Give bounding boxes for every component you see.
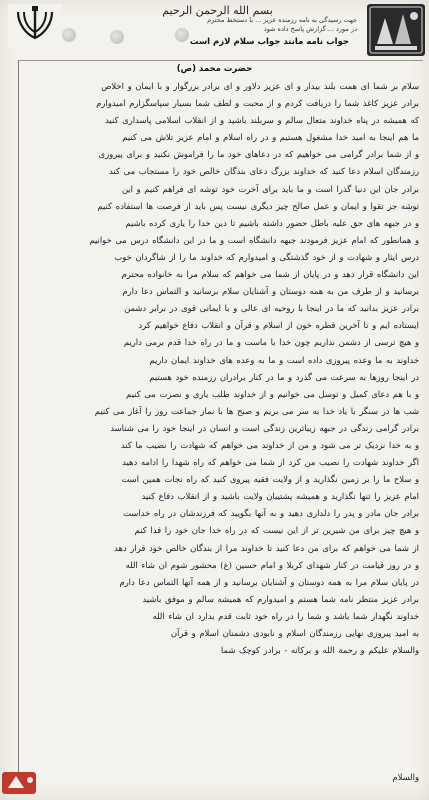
handwritten-line: برادر عزیز منتظر نامه شما هستم و امیدوارم که همیشه سالم و موفق باشید: [142, 593, 419, 604]
handwritten-line: و با هم دعای کمیل و توسل می خوانیم و از خداوند طلب یاری و نصرت می کنیم: [126, 388, 419, 399]
handwritten-line: در اینجا روزها به سرعت می گذرد و ما در کنار برادران رزمنده خود هستیم: [149, 371, 419, 382]
closing-line: والسلام: [392, 772, 419, 782]
handwritten-line: و هیچ ترسی از دشمن نداریم چون خدا با ماست و ما در راه خدا قدم برمی داریم: [123, 337, 419, 348]
handwritten-line: برادر جان مادر و پدر را دلداری دهید و به آنها بگویید که فرزندشان در راه خداست: [123, 508, 419, 519]
handwritten-line: توشه جز تقوا و ایمان و عمل صالح چیز دیگری نیست پس باید از فرصت ها استفاده کنیم: [97, 200, 419, 211]
header-annotation-line: در مورد ... گزارش پاسخ داده شود: [263, 25, 357, 33]
handwritten-line: که همیشه در پناه خداوند متعال سالم و سربلند باشید و از انقلاب اسلامی پاسداری کنید: [105, 115, 419, 126]
handwritten-line: امام عزیز را تنها نگذارید و همیشه پشتیبان ولایت باشید و از انقلاب دفاع کنید: [141, 491, 419, 502]
handwritten-line: خداوند به ما وعده پیروزی داده است و ما به وعده های خداوند ایمان داریم: [149, 354, 419, 365]
publisher-watermark-logo: [2, 768, 52, 798]
handwritten-line: والسلام علیکم و رحمة الله و برکاته - برادر کوچک شما: [220, 645, 419, 656]
handwritten-line: و در روز قیامت در کنار شهدای کربلا و امام حسین (ع) محشور شوم ان شاء الله: [125, 559, 419, 570]
handwritten-line: برسانید و از طرف من به همه دوستان و آشنایان سلام برسانید و التماس دعا دارم: [122, 286, 419, 297]
handwritten-line: ما هم اینجا به امید خدا مشغول هستیم و در راه اسلام و امام عزیز تلاش می کنیم: [122, 132, 419, 143]
handwritten-line: اگر خداوند شهادت را نصیب من کرد از شما می خواهم که راه شهدا را ادامه دهید: [122, 457, 419, 468]
handwritten-line: ایستاده ایم و تا آخرین قطره خون از اسلام و قرآن و انقلاب دفاع خواهیم کرد: [138, 320, 419, 331]
sacred-defense-museum-logo: [367, 4, 425, 56]
handwritten-line: و از شما برادر گرامی می خواهیم که در دعاهای خود ما را فراموش نکنید و برای پیروزی: [98, 149, 419, 160]
handwritten-line: سلام بر شما ای همت بلند بیدار و ای عزیز دلاور و ای برادر بزرگوار و با ایمان و اخلاص: [101, 81, 419, 91]
handwritten-line: برادر جان این دنیا گذرا است و ما باید برای آخرت خود توشه ای فراهم کنیم و این: [121, 183, 419, 194]
handwritten-line: در پایان سلام مرا به همه دوستان و آشنایان برسانید و از همه آنها التماس دعا دارم: [119, 576, 419, 587]
handwritten-body: [22, 78, 419, 659]
typed-attribution: حضرت محمد (ص): [176, 64, 253, 74]
handwritten-line: و به خدا نزدیک تر می شود و من از خداوند می خواهم که شهادت را نصیب ما کند: [120, 439, 419, 450]
handwritten-line: و در جبهه های حق علیه باطل حضور داشته باشیم تا دین خدا را یاری کرده باشیم: [125, 217, 419, 228]
handwritten-line: خداوند نگهدار شما باشد و شما را در راه خود ثابت قدم بدارد ان شاء الله: [152, 610, 419, 621]
handwritten-line: شب ها در سنگر با یاد خدا به سر می بریم و صبح ها با نماز جماعت روز را آغاز می کنیم: [94, 405, 419, 416]
handwritten-line: و هیچ چیز برای من شیرین تر از این نیست که در راه خدا جان خود را فدا کنم: [134, 525, 419, 536]
handwritten-line: برادر عزیز کاغذ شما را دریافت کردم و از محبت و لطف شما بسیار سپاسگزارم امیدوارم: [96, 98, 419, 109]
header-annotation-line: جهت رسیدگی به نامه رزمنده عزیز ... با دستخط محترم: [207, 16, 357, 24]
handwritten-line: به امید پیروزی نهایی رزمندگان اسلام و نابودی دشمنان اسلام و قرآن: [170, 628, 419, 638]
redaction-dot: [62, 28, 76, 42]
handwritten-line: برادر گرامی زندگی در جبهه زیباترین زندگی است و انسان در اینجا خود را می شناسد: [110, 422, 419, 433]
bismillah-heading: بسم الله الرحمن الرحیم: [162, 4, 273, 17]
islamic-republic-emblem-icon: [8, 4, 62, 48]
header-annotation: [87, 16, 357, 34]
handwritten-line: از شما می خواهم که برای من دعا کنید تا خداوند مرا از بندگان خالص خود قرار دهد: [114, 542, 419, 553]
handwritten-line: رزمندگان اسلام دعا کنید که خداوند بزرگ دعای بندگان خالص خود را مستجاب می کند: [109, 166, 419, 177]
handwritten-line: و سلاح ما را بر زمین نگذارید و از ولایت فقیه پیروی کنید که راه نجات همین است: [121, 474, 419, 485]
handwritten-line: برادر عزیز بدانید که ما در اینجا با روحیه ای عالی و با ایمانی قوی در برابر دشمن: [124, 303, 419, 314]
typed-title: جواب نامه مانند جواب سلام لازم است: [189, 37, 349, 47]
handwritten-line: این دانشگاه قرار دهد و در پایان از شما می خواهم که سلام مرا به خانواده محترم: [121, 269, 419, 280]
handwritten-line: و همانطور که امام عزیز فرمودند جبهه دانشگاه است و ما در این دانشگاه درس می خوانیم: [89, 234, 419, 245]
handwritten-line: درس ایثار و شهادت و از خود گذشتگی و امیدوارم که خداوند ما را از شاگردان خوب: [114, 251, 419, 262]
